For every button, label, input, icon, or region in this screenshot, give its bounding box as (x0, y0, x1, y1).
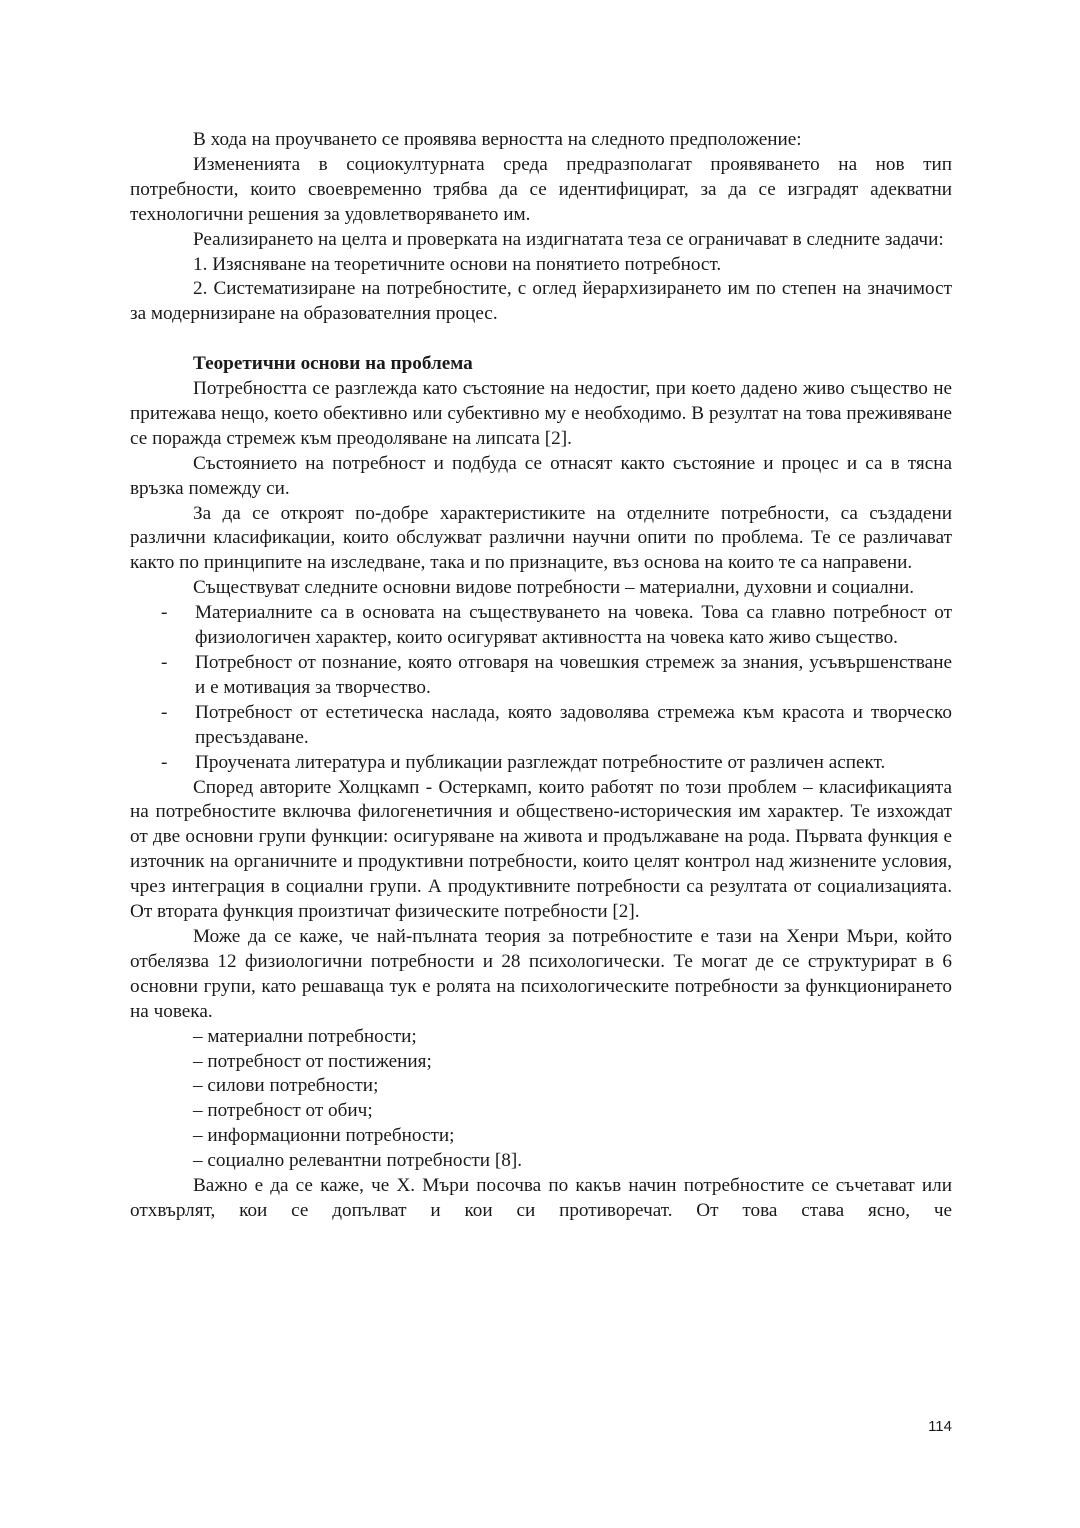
group-item: – силови потребности; (193, 1075, 379, 1097)
bullet-text: Потребност от познание, която отговаря на човешкия стремеж за знания, усъвършенстване и е мотивация за творчество. (195, 652, 952, 698)
section-paragraph-5: Според авторите Холцкамп - Остеркамп, които работят по този проблем – класификацията на потребностите включва филогенетичния и обществено-историческия им характер. Те изхождат от две основни групи функции: осигуряване на живота и продължаване на рода. Първата функция е източник на органичните и продуктивни потребности, които целят контрол над жизнените условия, чрез интеграция в социални групи. А продуктивните потребности са резултата от социализацията. От втората функция произтичат физическите потребности [2]. (130, 776, 952, 923)
section-paragraph-4: Съществуват следните основни видове потребности – материални, духовни и социални. (193, 577, 915, 599)
bullet-dash: - (161, 602, 168, 624)
group-item: – потребност от постижения; (193, 1050, 432, 1072)
bullet-text: Потребност от естетическа наслада, която задоволява стремежа към красота и творческо пресъздаване. (195, 701, 952, 748)
bullet-dash: - (161, 701, 168, 723)
bullet-text: Проучената литература и публикации разглеждат потребностите от различен аспект. (195, 751, 886, 773)
document-page (130, 128, 952, 1224)
bullet-text: Материалните са в основата на съществуването на човека. Това са главно потребност от физиологичен характер, които осигуряват активността на човека като живо същество. (195, 602, 952, 649)
bullet-dash: - (161, 652, 168, 674)
task-2: 2. Систематизиране на потребностите, с оглед йерархизирането им по степен на значимост за модернизиране на образователния процес. (130, 278, 952, 325)
section-paragraph-3: За да се откроят по-добре характеристиките на отделните потребности, са създадени различни класификации, които обслужват различни научни опити по проблема. Те се различават както по принципите на изследване, така и по признаците, въз основа на които те са направени. (130, 502, 952, 574)
intro-paragraph-1: В хода на проучването се проявява верността на следното предположение: (193, 129, 802, 150)
intro-paragraph-3: Реализирането на целта и проверката на издигнатата теза се ограничават в следните задачи: (193, 228, 944, 250)
section-paragraph-6: Може да се каже, че най-пълната теория за потребностите е тази на Хенри Мъри, който отбелязва 12 физиологични потребности и 28 психологически. Те могат де се структурират в 6 основни групи, като решаваща тук е ролята на психологическите потребности за функционирането на човека. (130, 925, 952, 1022)
group-item: – материални потребности; (193, 1025, 417, 1047)
group-item: – информационни потребности; (193, 1125, 455, 1147)
section-paragraph-1: Потребността се разглежда като състояние на недостиг, при което дадено живо същество не притежава нещо, което обективно или субективно му е необходимо. В резултат на това преживяване се поражда стремеж към преодоляване на липсата [2]. (130, 378, 952, 449)
list-item (130, 701, 952, 751)
task-1: 1. Изясняване на теоретичните основи на понятието потребност. (193, 253, 722, 275)
bullet-dash: - (161, 751, 168, 773)
intro-paragraph-2: Измененията в социокултурната среда предразполагат проявяването на нов тип потребности, които своевременно трябва да се идентифицират, за да се изградят адекватни технологични решения за удовлетворяването им. (130, 153, 952, 225)
section-paragraph-2: Състоянието на потребност и подбуда се отнасят както състояние и процес и са в тясна връзка помежду си. (130, 452, 952, 499)
list-item (130, 751, 952, 776)
list-item (130, 651, 952, 701)
section-gap (130, 327, 952, 352)
page-number: 114 (928, 1418, 952, 1435)
section-paragraph-7: Важно е да се каже, че Х. Мъри посочва по какъв начин потребностите се съчетават или отхвърлят, кои се допълват и кои си противоречат. От това става ясно, че (130, 1175, 952, 1221)
group-item: – социално релевантни потребности [8]. (193, 1150, 523, 1172)
list-item (130, 601, 952, 651)
section-heading: Теоретични основи на проблема (193, 353, 473, 375)
group-item: – потребност от обич; (193, 1100, 373, 1122)
